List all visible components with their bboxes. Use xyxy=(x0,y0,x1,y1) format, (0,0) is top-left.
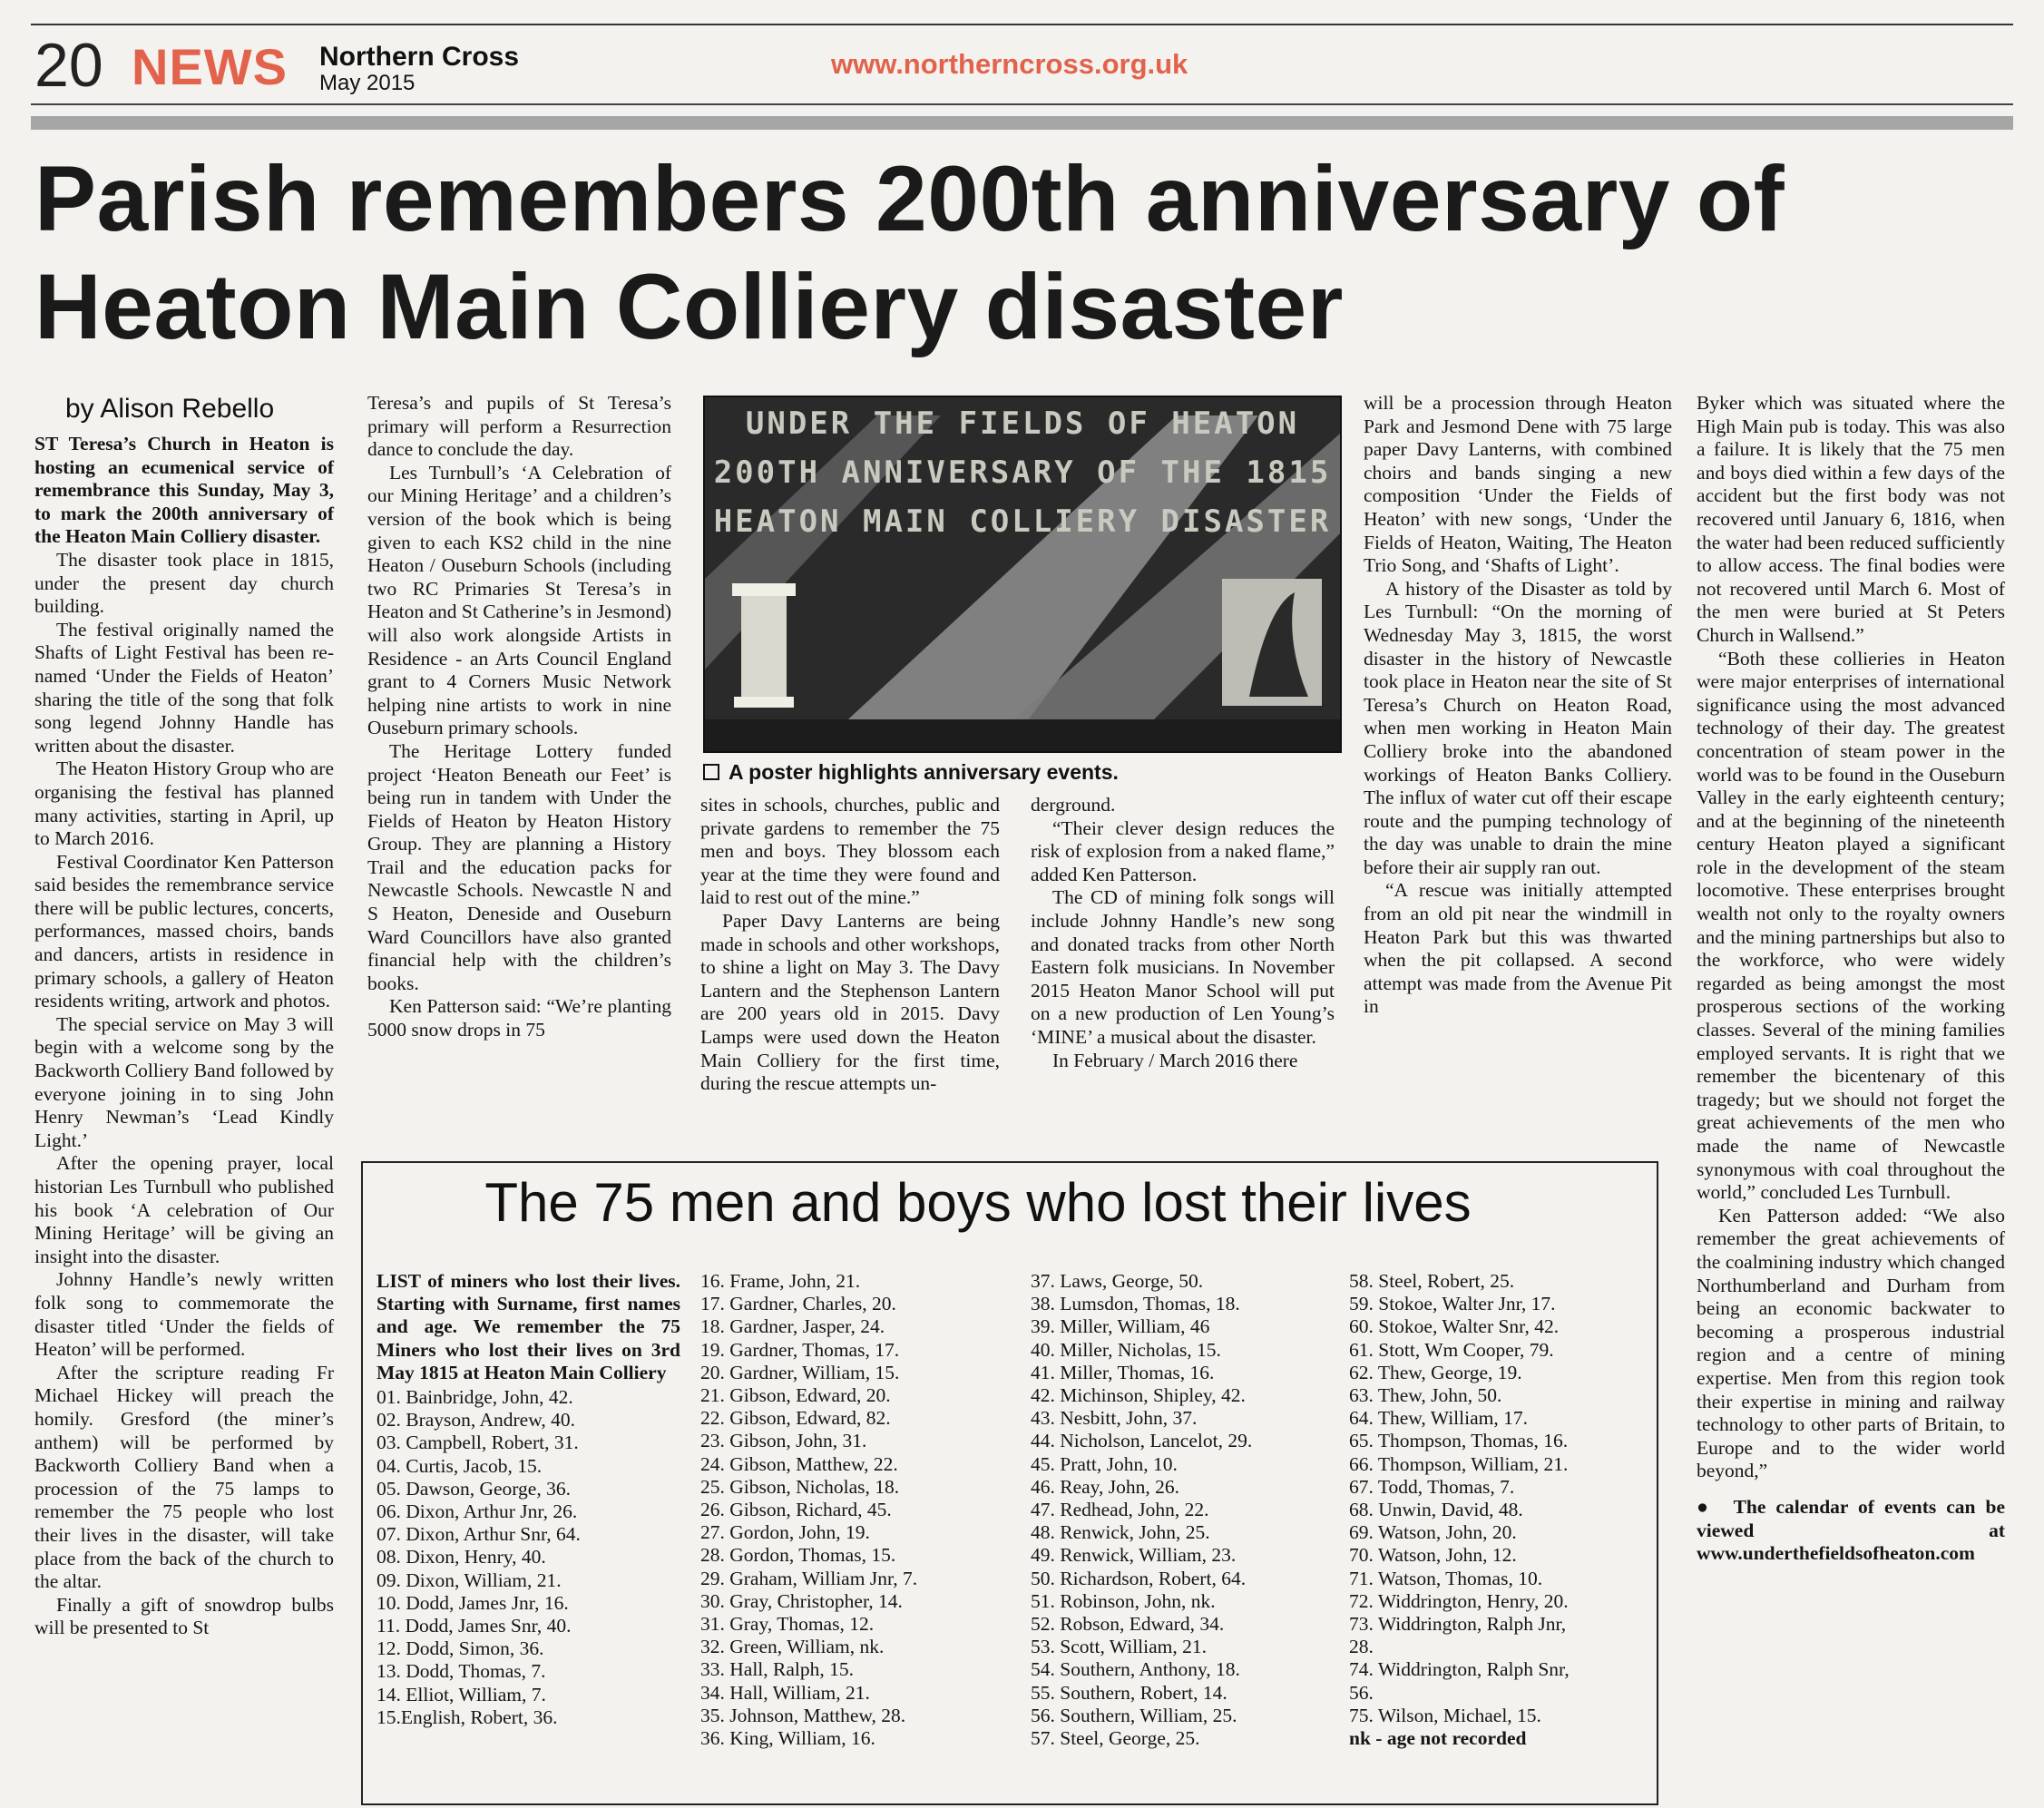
list-item: 17. Gardner, Charles, 20. xyxy=(700,1293,896,1315)
list-item: 08. Dixon, Henry, 40. xyxy=(377,1546,546,1569)
list-item: 41. Miller, Thomas, 16. xyxy=(1031,1361,1215,1383)
list-item: 04. Curtis, Jacob, 15. xyxy=(377,1454,543,1477)
list-item: 45. Pratt, John, 10. xyxy=(1031,1452,1178,1475)
paragraph: Festival Coordinator Ken Patterson said besides the remembrance service there will be public lectures, concerts, performances, massed choirs, bands and dancers, artists in residence in primary schools, a gallery of Heaton residents writing, artwork and photos. xyxy=(34,850,334,1012)
article-column-5 xyxy=(1364,392,1672,1019)
paragraph: A history of the Disaster as told by Les Turnbull: “On the morning of Wednesday May 3, 1815, the worst disaster in the history of Newcastle took place in Heaton near the site of St Teresa’s Church on Heaton Road, when men working in Heaton Main Colliery broke into the abandoned workings of Heaton Banks Colliery. The influx of water cut off their escape route and the pumping technology of the day was unable to drain the mine before their air supply ran out. xyxy=(1364,577,1672,878)
paragraph: Finally a gift of snowdrop bulbs will be presented to St xyxy=(34,1593,334,1639)
headline: Parish remembers 200th anniversary of Heaton Main Colliery disaster xyxy=(34,147,1785,359)
list-item: 24. Gibson, Matthew, 22. xyxy=(700,1452,898,1475)
list-item: 18. Gardner, Jasper, 24. xyxy=(700,1315,885,1338)
list-item: 64. Thew, William, 17. xyxy=(1349,1407,1528,1430)
list-item: 56. xyxy=(1349,1681,1374,1704)
list-item: 06. Dixon, Arthur Jnr, 26. xyxy=(377,1500,578,1523)
list-item: 23. Gibson, John, 31. xyxy=(700,1430,867,1452)
caption-text: A poster highlights anniversary events. xyxy=(729,760,1119,784)
list-item: 22. Gibson, Edward, 82. xyxy=(700,1407,891,1430)
list-item: 29. Graham, William Jnr, 7. xyxy=(700,1567,918,1589)
list-item: 21. Gibson, Edward, 20. xyxy=(700,1384,891,1407)
list-item: 65. Thompson, Thomas, 16. xyxy=(1349,1430,1569,1452)
list-item: 15.English, Robert, 36. xyxy=(377,1705,558,1728)
paragraph: The CD of mining folk songs will include Johnny Handle’s new song and donated tracks from other North Eastern folk musicians. In November 2015 Heaton Manor School will put on a new production of Len Young’s ‘MINE’ a musical about the disaster. xyxy=(1031,886,1335,1048)
events-note xyxy=(1697,1496,2005,1566)
list-item: 51. Robinson, John, nk. xyxy=(1031,1589,1216,1612)
paragraph: The Heritage Lottery funded project ‘Heaton Beneath our Feet’ is being run in tandem with Under the Fields of Heaton by Heaton History Group. They are planning a History Trail and the education packs for Newcastle Schools. Newcastle N and S Heaton, Deneside and Ouseburn Ward Councillors have also granted financial help with the children’s books. xyxy=(367,739,671,994)
list-item: 71. Watson, Thomas, 10. xyxy=(1349,1567,1543,1589)
list-item: 16. Frame, John, 21. xyxy=(700,1270,861,1292)
list-item: 31. Gray, Thomas, 12. xyxy=(700,1613,875,1636)
list-item: 26. Gibson, Richard, 45. xyxy=(700,1499,892,1521)
paragraph: Ken Patterson said: “We’re planting 5000 snow drops in 75 xyxy=(367,995,671,1041)
list-item: 72. Widdrington, Henry, 20. xyxy=(1349,1589,1569,1612)
paragraph: After the opening prayer, local historian Les Turnbull who published his book ‘A celebration of Our Mining Heritage’ will be giving an insight into the disaster. xyxy=(34,1152,334,1267)
list-item: 32. Green, William, nk. xyxy=(700,1636,885,1658)
poster-logo-strip xyxy=(705,719,1340,751)
list-item: 53. Scott, William, 21. xyxy=(1031,1636,1208,1658)
article-column-3 xyxy=(700,794,1000,1096)
list-item: 36. King, William, 16. xyxy=(700,1727,875,1750)
list-item: 60. Stokoe, Walter Snr, 42. xyxy=(1349,1315,1560,1338)
list-item: 43. Nesbitt, John, 37. xyxy=(1031,1407,1198,1430)
paragraph: Byker which was situated where the High Main pub is today. This was also a failure. It is likely that the 75 men and boys died within a few days of the accident but the first body was not recovered until January 6, 1816, when the water had been reduced sufficiently to allow access. The final bodies were not recovered until March 6. Most of the men were buried at St Peters Church in Wallsend.” xyxy=(1697,392,2005,646)
article-column-6 xyxy=(1697,392,2005,1566)
website-link[interactable]: www.northerncross.org.uk xyxy=(831,48,1188,80)
poster-line-3: HEATON MAIN COLLIERY DISASTER xyxy=(713,503,1332,540)
issue-date: May 2015 xyxy=(319,71,416,95)
article-column-2 xyxy=(367,392,671,1042)
list-item: 50. Richardson, Robert, 64. xyxy=(1031,1567,1247,1589)
list-item: 70. Watson, John, 12. xyxy=(1349,1544,1517,1567)
victims-column-4 xyxy=(1349,1270,1648,1750)
bullet-icon: ● xyxy=(1697,1495,1734,1518)
list-item: 35. Johnson, Matthew, 28. xyxy=(700,1704,906,1726)
poster-caption xyxy=(703,762,1119,783)
list-item: 69. Watson, John, 20. xyxy=(1349,1521,1517,1544)
list-item: 57. Steel, George, 25. xyxy=(1031,1727,1200,1750)
list-item: 07. Dixon, Arthur Snr, 64. xyxy=(377,1523,581,1546)
list-item: 01. Bainbridge, John, 42. xyxy=(377,1386,573,1409)
paragraph: Les Turnbull’s ‘A Celebration of our Mining Heritage’ and a children’s version of the book which is being given to each KS2 child in the nine Heaton / Ouseburn Schools (including two RC Primaries St Teresa’s in Heaton and St Catherine’s in Jesmond) will also work alongside Artists in Residence - an Arts Council England grant to 4 Corners Music Network helping nine artists to work in nine Ouseburn primary schools. xyxy=(367,461,671,739)
paragraph: “Their clever design reduces the risk of explosion from a naked flame,” added Ken Patterson. xyxy=(1031,816,1335,885)
paragraph: Teresa’s and pupils of St Teresa’s primary will perform a Resurrection dance to conclude the day. xyxy=(367,392,671,461)
list-item: 61. Stott, Wm Cooper, 79. xyxy=(1349,1338,1554,1361)
list-item: 37. Laws, George, 50. xyxy=(1031,1270,1204,1292)
paragraph: “Both these collieries in Heaton were major enterprises of international significance using the most advanced technology of their day. The greatest concentration of steam power in the world was to be found in the Ouseburn Valley in the early eighteenth century; and at the beginning of the nineteenth century Heaton played a significant role in the development of the steam locomotive. These enterprises brought wealth not only to the royalty owners and the mining partnerships but also to the workforce, who were widely regarded as being amongst the most prosperous sections of the working classes. Several of the mining families employed servants. It is right that we remember the bicentenary of this tragedy; but we should not forget the great achievements of the men who made the name of Newcastle synonymous with coal throughout the world,” concluded Les Turnbull. xyxy=(1697,647,2005,1204)
list-item: 13. Dodd, Thomas, 7. xyxy=(377,1660,546,1683)
list-item: 54. Southern, Anthony, 18. xyxy=(1031,1658,1240,1681)
list-item: 52. Robson, Edward, 34. xyxy=(1031,1613,1225,1636)
list-item: 66. Thompson, William, 21. xyxy=(1349,1452,1569,1475)
paragraph: Johnny Handle’s newly written folk song to commemorate the disaster titled ‘Under the fields of Heaton’ will be performed. xyxy=(34,1268,334,1361)
paragraph: The festival originally named the Shafts of Light Festival has been re-named ‘Under the Fields of Heaton’ sharing the title of the song that folk song legend Johnny Handle has written about the disaster. xyxy=(34,618,334,757)
list-item: 49. Renwick, William, 23. xyxy=(1031,1544,1237,1567)
victims-column-1 xyxy=(377,1270,680,1729)
paragraph: “A rescue was initially attempted from an old pit near the windmill in Heaton Park but this was thwarted when the pit collapsed. A second attempt was made from the Avenue Pit in xyxy=(1364,879,1672,1018)
paragraph: In February / March 2016 there xyxy=(1052,1049,1298,1071)
paragraph: After the scripture reading Fr Michael Hickey will preach the homily. Gresford (the miner’s anthem) will be performed by Backworth Colliery Band when a procession of the 75 lamps to remember the 75 people who lost their lives in the disaster, will take place from the back of the church to the altar. xyxy=(34,1361,334,1593)
victims-intro: LIST of miners who lost their lives. Starting with Surname, first names and age. We remember the 75 Miners who lost their lives on 3rd May 1815 at Heaton Main Colliery xyxy=(377,1270,680,1383)
list-item: 46. Reay, John, 26. xyxy=(1031,1475,1180,1498)
byline: by Alison Rebello xyxy=(65,394,275,424)
age-note: nk - age not recorded xyxy=(1349,1727,1527,1750)
masthead-rule xyxy=(31,103,2013,105)
list-item: 20. Gardner, William, 15. xyxy=(700,1361,900,1383)
list-item: 58. Steel, Robert, 25. xyxy=(1349,1270,1515,1292)
list-item: 59. Stokoe, Walter Jnr, 17. xyxy=(1349,1293,1556,1315)
list-item: 30. Gray, Christopher, 14. xyxy=(700,1589,903,1612)
list-item: 73. Widdrington, Ralph Jnr, xyxy=(1349,1613,1567,1636)
paragraph: The disaster took place in 1815, under the present day church building. xyxy=(34,548,334,618)
list-item: 63. Thew, John, 50. xyxy=(1349,1384,1502,1407)
section-label: NEWS xyxy=(132,38,288,95)
list-item: 38. Lumsdon, Thomas, 18. xyxy=(1031,1293,1240,1315)
poster-artwork xyxy=(705,397,1340,751)
victims-box-title: The 75 men and boys who lost their lives xyxy=(484,1172,1472,1233)
article-column-4 xyxy=(1031,794,1335,1072)
list-item: 55. Southern, Robert, 14. xyxy=(1031,1681,1227,1704)
list-item: 67. Todd, Thomas, 7. xyxy=(1349,1475,1515,1498)
top-rule xyxy=(31,24,2013,25)
list-item: 25. Gibson, Nicholas, 18. xyxy=(700,1475,900,1498)
list-item: 75. Wilson, Michael, 15. xyxy=(1349,1704,1541,1726)
davy-lamp-icon xyxy=(741,592,787,701)
list-item: 39. Miller, William, 46 xyxy=(1031,1315,1210,1338)
paragraph: derground. xyxy=(1031,794,1116,816)
list-item: 10. Dodd, James Jnr, 16. xyxy=(377,1591,569,1614)
page-number: 20 xyxy=(34,31,103,100)
paragraph: sites in schools, churches, public and private gardens to remember the 75 men and boys. They blossom each year at the time they were found and laid to rest out of the mine.” xyxy=(700,794,1000,909)
article-column-1 xyxy=(34,433,334,1640)
list-item: 09. Dixon, William, 21. xyxy=(377,1569,562,1591)
anniversary-poster-image xyxy=(703,396,1342,753)
list-item: 28. xyxy=(1349,1636,1374,1658)
lead-paragraph: ST Teresa’s Church in Heaton is hosting an ecumenical service of remembrance this Sunday, May 3, to mark the 200th anniversary of the Heaton Main Colliery disaster. xyxy=(34,433,334,548)
list-item: 03. Campbell, Robert, 31. xyxy=(377,1432,579,1454)
paragraph: will be a procession through Heaton Park and Jesmond Dene with 75 large paper Davy Lanterns, with combined choirs and bands singing a new composition ‘Under the Fields of Heaton’ with new songs, ‘Under the Fields of Heaton, Waiting, The Heaton Trio Song, and ‘Shafts of Light’. xyxy=(1364,392,1672,577)
list-item: 47. Redhead, John, 22. xyxy=(1031,1499,1209,1521)
checkbox-bullet-icon xyxy=(703,764,719,780)
poster-line-2: 200TH ANNIVERSARY OF THE 1815 xyxy=(713,454,1332,491)
poster-line-1: UNDER THE FIELDS OF HEATON xyxy=(745,406,1300,442)
list-item: 05. Dawson, George, 36. xyxy=(377,1477,571,1500)
list-item: 27. Gordon, John, 19. xyxy=(700,1521,870,1544)
list-item: 33. Hall, Ralph, 15. xyxy=(700,1658,854,1681)
list-item: 14. Elliot, William, 7. xyxy=(377,1683,546,1705)
list-item: 34. Hall, William, 21. xyxy=(700,1681,870,1704)
publication-name: Northern Cross xyxy=(319,42,520,72)
list-item: 42. Michinson, Shipley, 42. xyxy=(1031,1384,1246,1407)
list-item: 44. Nicholson, Lancelot, 29. xyxy=(1031,1430,1253,1452)
list-item: 19. Gardner, Thomas, 17. xyxy=(700,1338,900,1361)
list-item: 62. Thew, George, 19. xyxy=(1349,1361,1522,1383)
victims-column-3 xyxy=(1031,1270,1330,1750)
list-item: 12. Dodd, Simon, 36. xyxy=(377,1637,544,1660)
list-item: 48. Renwick, John, 25. xyxy=(1031,1521,1210,1544)
list-item: 28. Gordon, Thomas, 15. xyxy=(700,1544,896,1567)
paragraph: Ken Patterson added: “We also remember the great achievements of the coalmining industry which changed Northumberland and Durham from being an economic backwater to becoming a prosperous industrial region and a centre of mining expertise. Men from this region took their expertise in mining and railway technology to other parts of Britain, to Europe and to the wider world beyond,” xyxy=(1697,1204,2005,1482)
list-item: 11. Dodd, James Snr, 40. xyxy=(377,1615,572,1637)
list-item: 40. Miller, Nicholas, 15. xyxy=(1031,1338,1221,1361)
list-item: 68. Unwin, David, 48. xyxy=(1349,1499,1523,1521)
paragraph: Paper Davy Lanterns are being made in schools and other workshops, to shine a light on May 3. The Davy Lantern and the Stephenson Lantern are 200 years old in 2015. Davy Lamps were used down the Heaton Main Colliery for the first time, during the rescue attempts un- xyxy=(700,909,1000,1095)
paragraph: The Heaton History Group who are organising the festival has planned many activities, starting in April, up to March 2016. xyxy=(34,757,334,850)
paragraph: The special service on May 3 will begin with a welcome song by the Backworth Colliery Band followed by everyone joining in to sing John Henry Newman’s ‘Lead Kindly Light.’ xyxy=(34,1012,334,1151)
events-note-text: The calendar of events can be viewed at www.underthefieldsofheaton.com xyxy=(1697,1495,2005,1565)
list-item: 56. Southern, William, 25. xyxy=(1031,1704,1237,1726)
list-item: 74. Widdrington, Ralph Snr, xyxy=(1349,1658,1570,1681)
grey-divider-bar xyxy=(31,116,2013,130)
victims-column-2 xyxy=(700,1270,1000,1750)
list-item: 02. Brayson, Andrew, 40. xyxy=(377,1409,575,1432)
